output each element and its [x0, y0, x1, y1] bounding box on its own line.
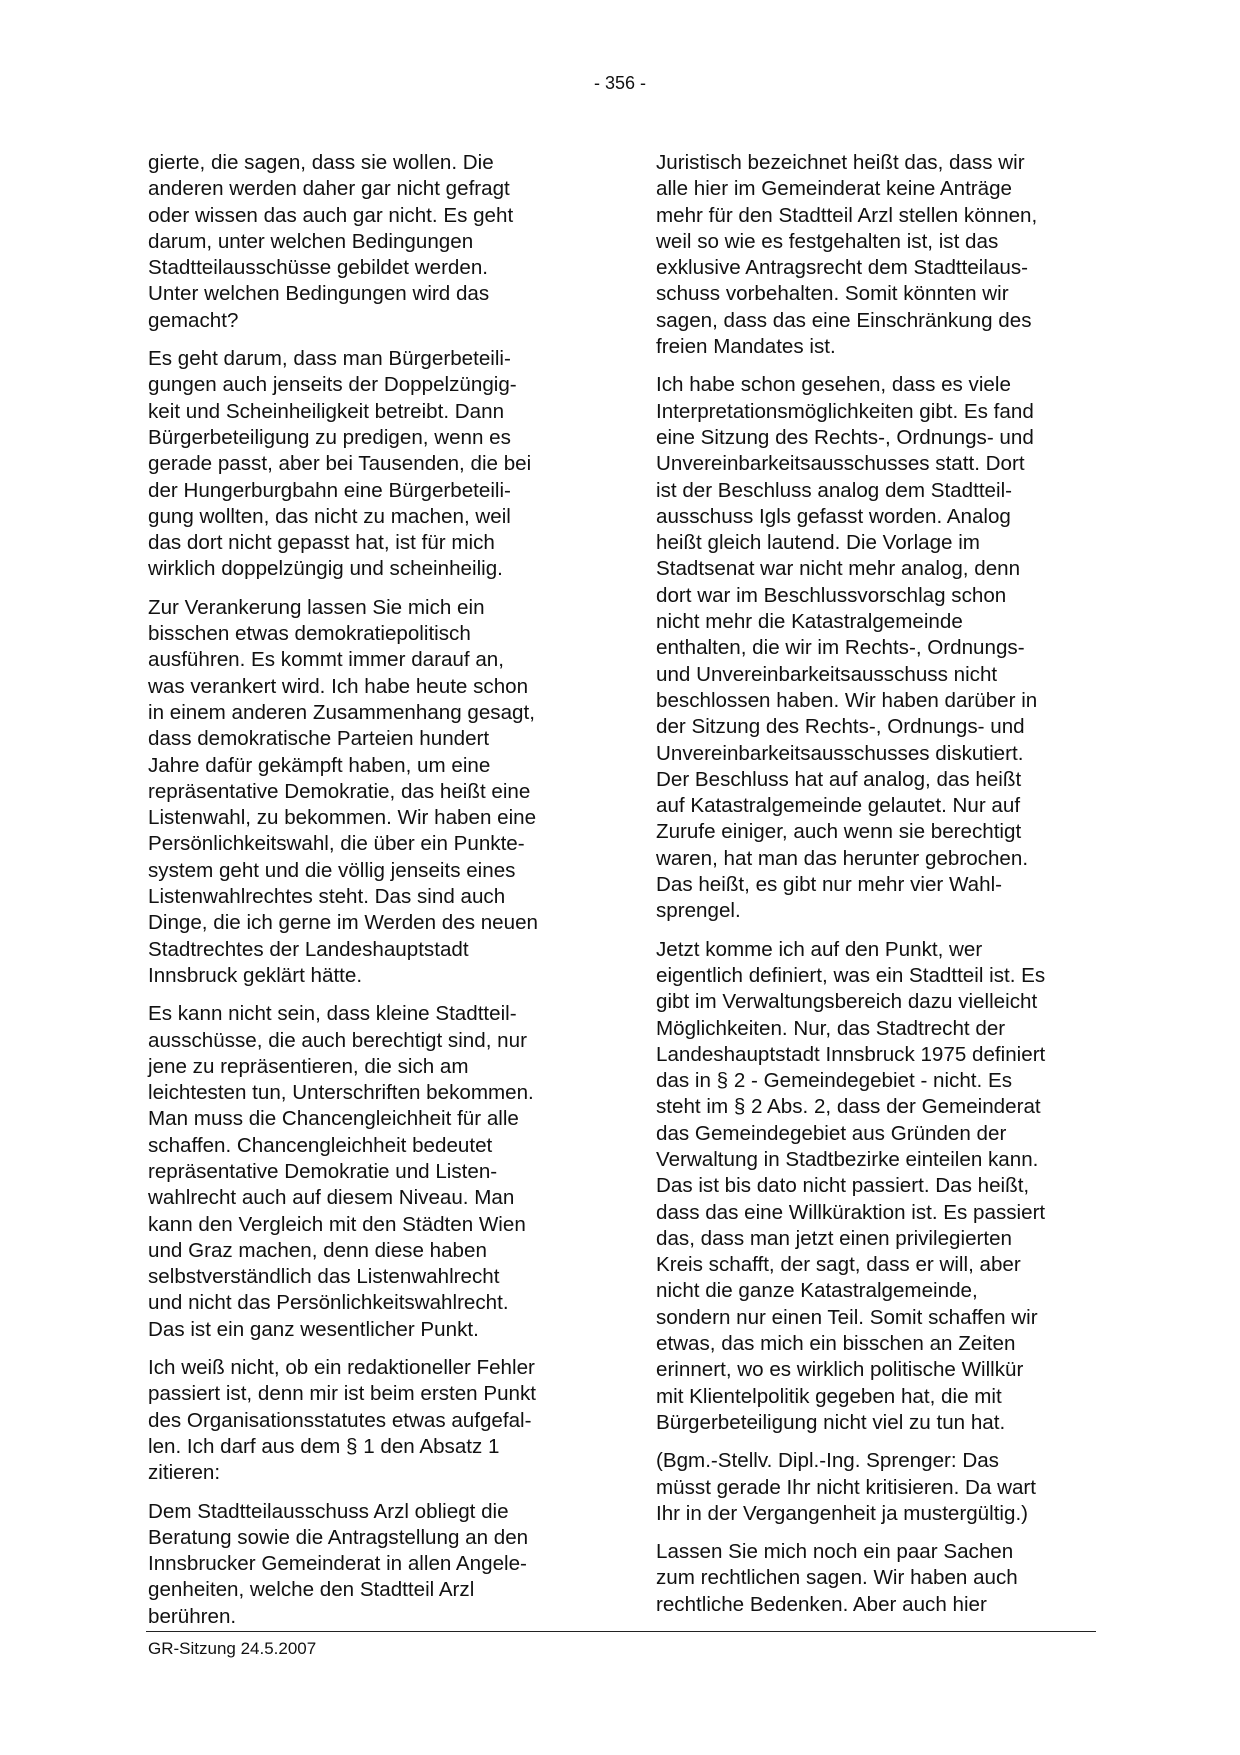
paragraph: gierte, die sagen, dass sie wollen. Die anderen werden daher gar nicht gefragt oder wissen das auch gar nicht. Es geht darum, unter welchen Bedingungen Stadtteilausschüsse gebildet werden. Unter welchen Bedingungen wird das gemacht? [148, 151, 514, 332]
left-column [148, 150, 596, 1642]
paragraph: Zur Verankerung lassen Sie mich ein bisschen etwas demokratiepolitisch ausführen. Es kommt immer darauf an, was verankert wird. Ich habe heute schon in einem anderen Zusammenhang gesagt, dass demokratische Parteien hundert Jahre dafür gekämpft haben, um eine repräsentative Demokratie, das heißt eine Listenwahl, zu bekommen. Wir haben eine Persönlichkeitswahl, die über ein Punkte- system geht und die völlig jenseits eines Listenwahlrechtes steht. Das sind auch Dinge, die ich gerne im Werden des neuen Stadtrechtes der Landeshauptstadt Innsbruck geklärt hätte. [148, 595, 538, 987]
paragraph: Juristisch bezeichnet heißt das, dass wir alle hier im Gemeinderat keine Anträge mehr für den Stadtteil Arzl stellen können, weil so wie es festgehalten ist, ist das exklusive Antragsrecht dem Stadtteilaus- schuss vorbehalten. Somit könnten wir sagen, dass das eine Einschränkung des freien Mandates ist. [656, 151, 1038, 359]
paragraph: Ich habe schon gesehen, dass es viele Interpretationsmöglichkeiten gibt. Es fand eine Sitzung des Rechts-, Ordnungs- und Unvereinbarkeitsausschusses statt. Dort ist der Beschluss analog dem Stadtteil- ausschuss Igls gefasst worden. Analog heißt gleich lautend. Die Vorlage im Stadtsenat war nicht mehr analog, denn dort war im Beschlussvorschlag schon nicht mehr die Katastralgemeinde enthalten, die wir im Rechts-, Ordnungs- und Unvereinbarkeitsausschuss nicht beschlossen haben. Wir haben darüber in der Sitzung des Rechts-, Ordnungs- und Unvereinbarkeitsausschusses diskutiert. Der Beschluss hat auf analog, das heißt auf Katastralgemeinde gelautet. Nur auf Zurufe einiger, auch wenn sie berechtigt waren, hat man das herunter gebrochen. Das heißt, es gibt nur mehr vier Wahl- sprengel. [656, 373, 1038, 923]
paragraph: Ich weiß nicht, ob ein redaktioneller Fehler passiert ist, denn mir ist beim ersten Punkt des Organisationsstatutes etwas aufgefal- len. Ich darf aus dem § 1 den Absatz 1 zitieren: [148, 1356, 537, 1485]
paragraph: Lassen Sie mich noch ein paar Sachen zum rechtlichen sagen. Wir haben auch rechtliche Bedenken. Aber auch hier [656, 1540, 1018, 1616]
footer-session-date: GR-Sitzung 24.5.2007 [148, 1639, 317, 1658]
interjection-paragraph: (Bgm.-Stellv. Dipl.-Ing. Sprenger: Das müsst gerade Ihr nicht kritisieren. Da wart Ihr in der Vergangenheit ja mustergültig.) [656, 1449, 1036, 1525]
paragraph: Es kann nicht sein, dass kleine Stadtteil- ausschüsse, die auch berechtigt sind, nur jene zu repräsentieren, die sich am leichtesten tun, Unterschriften bekommen. Man muss die Chancengleichheit für alle schaffen. Chancengleichheit bedeutet repräsentative Demokratie und Listen- wahlrecht auch auf diesem Niveau. Man kann den Vergleich mit den Städten Wien und Graz machen, denn diese haben selbstverständlich das Listenwahlrecht und nicht das Persönlichkeitswahlrecht. Das ist ein ganz wesentlicher Punkt. [148, 1002, 534, 1341]
right-column [656, 150, 1104, 1630]
page-number: - 356 - [593, 73, 647, 93]
paragraph: Es geht darum, dass man Bürgerbeteili- gungen auch jenseits der Doppelzüngig- keit und Scheinheiligkeit betreibt. Dann Bürgerbeteiligung zu predigen, wenn es gerade passt, aber bei Tausenden, die bei der Hungerburgbahn eine Bürgerbeteili- gung wollten, das nicht zu machen, weil das dort nicht gepasst hat, ist für mich wirklich doppelzüngig und scheinheilig. [148, 347, 532, 581]
quoted-paragraph: Dem Stadtteilausschuss Arzl obliegt die Beratung sowie die Antragstellung an den Innsbrucker Gemeinderat in allen Angele- genheiten, welche den Stadtteil Arzl berühren. [148, 1499, 529, 1628]
paragraph: Jetzt komme ich auf den Punkt, wer eigentlich definiert, was ein Stadtteil ist. Es gibt im Verwaltungsbereich dazu vielleicht Möglichkeiten. Nur, das Stadtrecht der Landeshauptstadt Innsbruck 1975 definiert das in § 2 - Gemeindegebiet - nicht. Es steht im § 2 Abs. 2, dass der Gemeinderat das Gemeindegebiet aus Gründen der Verwaltung in Stadtbezirke einteilen kann. Das ist bis dato nicht passiert. Das heißt, dass das eine Willküraktion ist. Es passiert das, dass man jetzt einen privilegierten Kreis schafft, der sagt, dass er will, aber nicht die ganze Katastralgemeinde, sondern nur einen Teil. Somit schaffen wir etwas, das mich ein bisschen an Zeiten erinnert, wo es wirklich politische Willkür mit Klientelpolitik gegeben hat, die mit Bürgerbeteiligung nicht viel zu tun hat. [656, 937, 1046, 1434]
footer-divider [146, 1631, 1096, 1632]
